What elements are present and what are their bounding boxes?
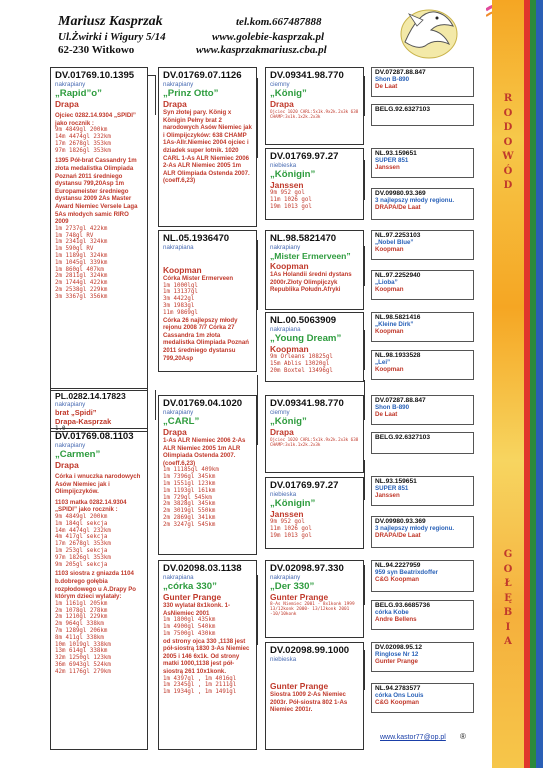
great-grandparent-card[interactable]: DV.09980.93.369 3 najlepszy młody regionu. DRAPA/De Laat — [371, 516, 474, 548]
connector — [364, 160, 365, 200]
ancestor-card[interactable]: DV.09341.98.770 ciemny „König” Drapa Ojciec 1020 CARL:5x1k.9x2k.2x3k 638 CHAMP:3x1k.1x2k.2x3k — [265, 67, 364, 145]
great-grandparent-card[interactable]: NL.98.5821416 „Kleine Dirk” Koopman — [371, 312, 474, 342]
ancestor-card[interactable]: NL.98.5821470 nakrapiany „Mister Ermerveen” Koopman 1As Holandii średni dystans 2000r.Złoty Olimpijczyk Republika Połudn.Afryki — [265, 230, 364, 310]
side-title-top: R O D O W Ó D — [502, 93, 514, 191]
great-grandparent-card[interactable]: NL.97.2252940 „Lioba” Koopman — [371, 270, 474, 300]
great-grandparent-card[interactable]: DV.07287.88.847 Shon B-890 De Laat — [371, 395, 474, 425]
great-grandparent-card[interactable]: BELG.93.6685736 córka Kobe Andre Bellens — [371, 600, 474, 630]
great-grandparent-card[interactable]: DV.09980.93.369 3 najlepszy młody regionu. DRAPA/De Laat — [371, 188, 474, 220]
ancestor-card[interactable]: DV.02098.97.330 nakrapiany „Der 330” Gunter Prange 8-As Niemiec 2001 - 8x1konk 1999 13/12konk 2000- 13/12konk 2001 -10/10konk — [265, 560, 364, 638]
website-link-2[interactable]: www.kasprzakmariusz.cba.pl — [196, 44, 327, 56]
connector — [364, 76, 365, 116]
ancestor-card[interactable]: DV.01769.97.27 niebieska „Königin” Janssen 9m 952 gol 11m 1026 gol 19m 1013 gol — [265, 477, 364, 549]
grandmother-card-2[interactable]: DV.02098.03.1138 nakrapiana „córka 330” Gunter Prange 330 wylatał 8x1konk. 1-AsNiemiec 2001 1m 1800gl 435km 1m 4900gl 540km 1m 7500gl 430km od strony ojca 330 ,1138 jest pół-siostrą 1830 3-As Niemiec 2005 i 146 6x1k. Od strony matki 1000,1138 jest pół-siostrą 261 10x1konk. 1m 4397gl , 1m 4016gl 1m 2345gl , 1m 2111gl 1m 1934gl , 1m 1491gl — [158, 560, 257, 750]
phone: tel.kom.667487888 — [236, 16, 322, 28]
great-grandparent-card[interactable]: NL.93.159651 SUPER 851 Janssen — [371, 476, 474, 506]
great-grandparent-card[interactable]: BELG.92.6327103 — [371, 432, 474, 454]
pigeon-name: „Rapid”o” — [55, 88, 102, 99]
breeder-name: Mariusz Kasprzak — [58, 14, 163, 29]
great-grandparent-card[interactable]: NL.97.2253103 „Nobel Blue” Koopman — [371, 230, 474, 260]
registered-mark: ® — [460, 732, 466, 741]
great-grandparent-card[interactable]: NL.94.2227959 959 syn Beatrixdoffer C&G Koopman — [371, 560, 474, 592]
great-grandparent-card[interactable]: DV.02098.95.12 Ringlose Nr 12 Gunter Prange — [371, 642, 474, 672]
great-grandparent-card[interactable]: NL.93.159651 SUPER 851 Janssen — [371, 148, 474, 178]
breeder-label: Drapa — [55, 99, 79, 109]
ancestor-card[interactable]: NL.00.5063909 nakrapiana „Young Dream” Koopman 9m Orleans 10825gl 15m Ablis 13020gl 20m Boxtel 13496gl — [265, 312, 364, 382]
website-link[interactable]: www.golebie-kasprzak.pl — [212, 31, 325, 43]
connector — [364, 650, 365, 690]
connector — [257, 375, 258, 445]
side-title-bottom: G O Ł Ę B I A — [503, 549, 513, 647]
connector — [257, 240, 258, 310]
ring-number: DV.01769.10.1395 — [55, 70, 135, 81]
great-grandparent-card[interactable]: NL.94.2783577 córka Ons Louis C&G Koopman — [371, 683, 474, 713]
breeder-city: 62-230 Witkowo — [58, 44, 135, 56]
grandmother-card[interactable]: NL.05.1936470 nakrapiana Koopman Córka Mister Ermerveen 1m 1000lgl 1m 13137gl 3m 4422gl 3m 1983gl 11m 9869gl Córka 26 najlepszy młody rejonu 2008 7/7 Córka 27 Cassandra 1m złota medalistka Olimpiada Poznań 2011 średniego dystansu 799,20Asp — [158, 230, 257, 372]
subject-card[interactable]: DV.01769.10.1395 nakrapiany „Rapid”o” Drapa Ojciec 0282.14.9304 „SPIDI” jako rocznik : 9m 4849gl 200km 14m 4474gl 232km 17m 2678gl 353km 97m 1826gl 353km 1395 Pół-brat Cassandry 1m złota medalistka Olimpiada Poznań 2011 średniego dystansu 799,20Asp 1m Europameister średniego dystansu 2009 2As Master Award Niemiec Versele Laga 5As młodych samic RIRO 2009 1m 2737gl 422km 1m 748gl RV 1m 2341gl 324km 1m 590gl RV 1m 1189gl 324km 1m 1045gl 339km 1m 860gl 407km 2m 2811gl 324km 2m 1744gl 422km 2m 2538gl 229km 3m 3367gl 356km — [50, 67, 148, 391]
connector — [364, 565, 365, 605]
grandfather-card-2[interactable]: DV.01769.04.1020 nakrapiany „CARL” Drapa 1-As ALR Niemiec 2006 2-As ALR Niemiec 2005 1m ALR Olimpiada Ostenda 2007.(coeff.6,23) 1m 11185gl 409km 1m 7396gl 345km 1m 1551gl 123km 1m 1193gl 161km 1m 729gl 545km 2m 3828gl 345km 2m 3019gl 550km 2m 2869gl 341km 2m 3247gl 545km — [158, 395, 257, 555]
connector — [257, 575, 258, 645]
ancestor-card[interactable]: DV.01769.97.27 niebieska „Königin” Janssen 9m 952 gol 11m 1026 gol 19m 1013 gol — [265, 148, 364, 220]
great-grandparent-card[interactable]: DV.07287.88.847 Shon B-890 De Laat — [371, 67, 474, 97]
side-stripe-blue — [536, 0, 543, 768]
connector — [155, 390, 156, 420]
email-link[interactable]: www.kastor77@op.pl — [380, 734, 446, 741]
connector — [155, 75, 156, 115]
color-label: nakrapiany — [55, 81, 86, 88]
mother-card[interactable]: DV.01769.08.1103 nakrapiany „Carmen” Drapa Córka i wnuczka narodowych Asów Niemiec jak i Olimpijczyków. 1103 matka 0282.14.9304 „SPIDI” jako rocznik : 9m 4849gl 200km 1m 184gl sekcja 14m 4474gl 232km 4m 417gl sekcja 17m 2678gl 353km 1m 253gl sekcja 97m 1826gl 353km 9m 205gl sekcja 1103 siostra z gniazda 1104 b.dobrego gołębia rozpłodowego u A.Drapy Po którym dzieci wylatały: 1m 1161gl 205km 2m 1078gl 278km 2m 1210gl 229km 2m 964gl 338km 7m 1289gl 206km 8m 411gl 338km 10m 1019gl 338km 13m 614gl 338km 32m 1250gl 123km 36m 6943gl 524km 42m 1176gl 279km — [50, 428, 148, 750]
sibling-card[interactable]: PL.0282.14.17823 nakrapiany brat „Spidi” Drapa-Kasprzak 1.0 — [50, 388, 148, 432]
bird-emblem-icon — [395, 2, 460, 60]
great-grandparent-card[interactable]: BELG.92.6327103 — [371, 104, 474, 126]
father-card[interactable]: DV.01769.07.1126 nakrapiany „Prinz Otto” Drapa Syn złotej pary. König x Königin Pełny brat 2 narodowych Asów Niemiec jak i Olimpijczyków: 638 CHAMP 1As-Allr.Niemiec 2004 ojciec i dziadek super lotnik. 1020 CARL 1-As ALR Niemiec 2006 2-As ALR Niemiec 2005 1m ALR Olimpiada Ostenda 2007.(coeff.6,23) — [158, 67, 257, 227]
connector — [364, 246, 365, 286]
connector — [364, 330, 365, 370]
connector — [364, 460, 365, 500]
ancestor-card[interactable]: DV.02098.99.1000 niebieska Gunter Prange Siostra 1009 2-As Niemiec 2003r. Pół-siostra 802 1-As Niemiec 2001r. — [265, 642, 364, 750]
great-grandparent-card[interactable]: NL.98.1933528 „Lei” Koopman — [371, 350, 474, 380]
connector — [364, 380, 365, 420]
ancestor-card[interactable]: DV.09341.98.770 ciemny „König” Drapa Ojciec 1020 CARL:5x1k.9x2k.2x3k 638 CHAMP:3x1k.1x2k.2x3k — [265, 395, 364, 473]
connector — [257, 78, 258, 158]
breeder-address: Ul.Żwirki i Wigury 5/14 — [58, 31, 166, 43]
